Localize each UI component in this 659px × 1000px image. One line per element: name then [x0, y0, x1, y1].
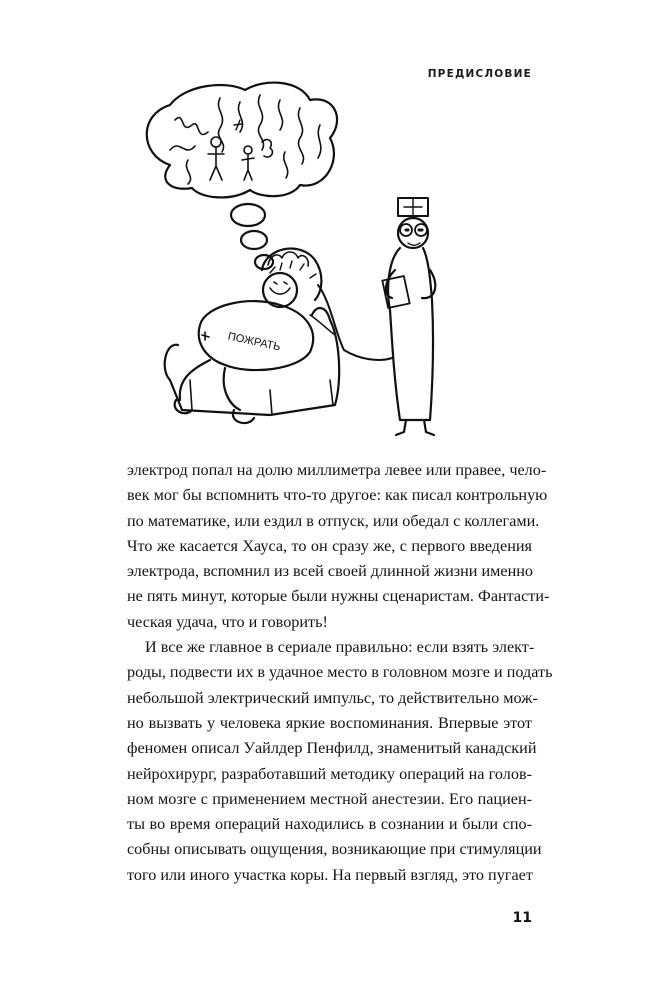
- text-line: собны описывать ощущения, возникающие при стимуляции: [127, 840, 542, 859]
- text-line: того или иного участка коры. На первый взгляд, это пугает: [127, 865, 533, 884]
- text-line: ном мозге с применением местной анестезии. Его пациен-: [127, 789, 532, 808]
- thought-bubble: [231, 204, 265, 226]
- text-line: небольшой электрический импульс, то действительно мож-: [127, 688, 538, 707]
- text-line: Что же касается Хауса, то он сразу же, с первого введения: [127, 536, 532, 555]
- illustration: [130, 80, 500, 445]
- paragraph: [127, 635, 553, 888]
- text-line: по математике, или ездил в отпуск, или обедал с коллегами.: [127, 511, 540, 530]
- page-number: 11: [512, 910, 532, 926]
- text-line: не пять минут, которые были нужны сценаристам. Фантасти-: [127, 587, 550, 606]
- doctor-coat: [388, 248, 433, 420]
- text-line: век мог бы вспомнить что-то другое: как писал контрольную: [127, 486, 548, 505]
- thought-cloud: [147, 83, 337, 198]
- text-line: роды, подвести их в удачное место в головном мозге и подать: [127, 663, 553, 682]
- doctor-head: [398, 218, 428, 248]
- patient-head: [263, 273, 297, 307]
- text-line: ты во время операций находились в сознании и были спо-: [127, 815, 532, 834]
- text-line: И все же главное в сериале правильно: если взять элект-: [145, 638, 535, 657]
- text-line: нейрохирург, разработавший методику операций на голов-: [127, 764, 532, 783]
- cable: [318, 285, 392, 360]
- text-line: но вызвать у человека яркие воспоминания. Впервые этот: [127, 713, 532, 732]
- text-line: феномен описал Уайлдер Пенфилд, знаменитый канадский: [127, 739, 537, 758]
- shirt-label: ПОЖРАТЬ: [226, 330, 282, 354]
- body-text: [127, 458, 553, 888]
- paragraph: [127, 458, 550, 635]
- text-line: электрод попал на долю миллиметра левее или правее, чело-: [127, 461, 547, 479]
- text-line: электрода, вспомнил из всей своей длинной жизни именно: [127, 562, 534, 581]
- text-line: ческая удача, что и говорить!: [127, 612, 328, 631]
- running-head: ПРЕДИСЛОВИЕ: [427, 68, 532, 80]
